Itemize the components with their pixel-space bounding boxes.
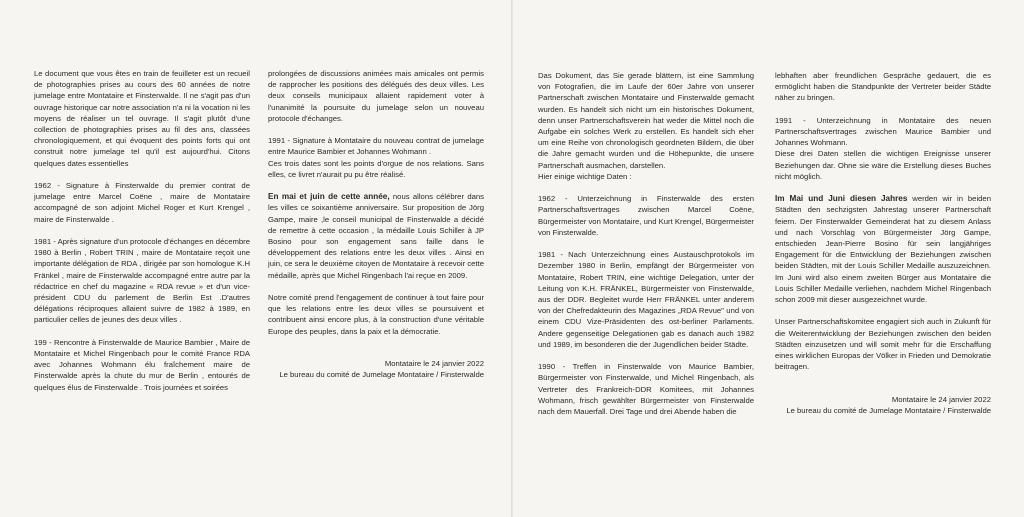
french-column-2 — [268, 68, 484, 380]
committee-paragraph: Unser Partnerschaftskomitee engagiert sich auch in Zukunft für die Weiterentwicklung der Beziehungen zwischen den beiden Städten einzusetzen und will somit mehr für die Erschaffung eines wirklichen Europas der Völker in Frieden und Demokratie beitragen. — [775, 317, 991, 372]
entry-1962: 1962 - Signature à Finsterwalde du premier contrat de jumelage entre Marcel Coëne , maire de Montataire accompagné de son adjoint Michel Roger et Kurt Krengel , maire de Finsterwalde . — [34, 181, 250, 224]
continuation-paragraph: prolongées de discussions animées mais amicales ont permis de rapprocher les positions des délégués des deux villes. Les deux conseils municipaux allaient rapidement voter à l'unanimité la poursuite du jumelage selon un nouveau protocole d'échanges. — [268, 69, 484, 123]
entry-1990: 1990 - Treffen in Finsterwalde von Maurice Bambier, Bürgermeister von Finsterwalde, und Michel Ringenbach, als Vertreter des Frankreich-DDR Komitees, mit Johannes Wohmann, frisch gewählter Bürgermeister von Finsterwalde nach dem Mauerfall. Drei Tage und drei Abende haben die — [538, 362, 754, 417]
entry-1991: 1991 - Unterzeichnung in Montataire des neuen Partnerschaftsvertrages zwischen Maurice Bambier und Johannes Wohmann. — [775, 115, 991, 148]
anniversary-lead: Im Mai und Juni diesen Jahres — [775, 194, 908, 204]
german-column-1 — [538, 70, 754, 417]
intro-paragraph: Le document que vous êtes en train de feuilleter est un recueil de photographies prises au cours des 60 années de notre jumelage entre Montataire et Finsterwalde. Il ne s'agit pas d'un ouvrage historique car notre association n'a ni la vocation ni les moyens de réaliser un tel ouvrage. Il s'agit plutôt d'une collection de photographies prises au fil des ans, classées chronologiquement, et qui évoquent des points forts qui ont construit notre jumelage tel qu'il est aujourd'hui. Citons quelques dates essentielles — [34, 69, 250, 168]
signature-bureau: Le bureau du comité de Jumelage Montataire / Finsterwalde — [279, 370, 484, 380]
continuation-paragraph: lebhaften aber freundlichen Gespräche gedauert, die es ermöglicht haben die Standpunkte der Vertreter beider Städte näher zu bringen. — [775, 71, 991, 103]
anniversary-text: nous allons célébrer dans les villes ce soixantième anniversaire. Sur proposition de Jörg Gampe, maire ,le conseil municipal de Finsterwalde a décidé de remettre à cette occasion , la médaille Louis Schiller à JP Bosino pour son engagement sans faille dans le développement des relations entre les deux villes . Ainsi en juin, ce sera le deuxième citoyen de Montataire à recevoir cette médaille, après que Michel Ringenbach l'ai reçue en 2009. — [268, 192, 484, 280]
dates-paragraph: Diese drei Daten stellen die wichtigen Ereignisse unserer Beziehungen dar. Ohne sie wäre die Erstellung dieses Buches nicht möglich. — [775, 149, 991, 181]
entry-1991: 1991 - Signature à Montataire du nouveau contrat de jumelage entre Maurice Bambier et Johannes Wohmann . — [268, 136, 484, 157]
anniversary-paragraph — [775, 193, 991, 305]
german-column-2 — [775, 70, 991, 416]
french-column-1 — [34, 68, 250, 393]
signature-date: Montataire le 24 janvier 2022 — [384, 359, 484, 369]
signature-date: Montataire le 24 janvier 2022 — [891, 394, 991, 404]
entry-199: 199 - Rencontre à Finsterwalde de Maurice Bambier , Maire de Montataire et Michel Ringenbach pour le comité France RDA avec Johannes Wohmann élu fraîchement maire de Finsterwalde après la chute du mur de Berlin , entourés de quelques élus de Finsterwalde . Trois journées et soirées — [34, 337, 250, 392]
anniversary-text: werden wir in beiden Städten den sechzigsten Jahrestag unserer Partnerschaft feiern. Der Finsterwalder Gemeinderat hat zu diesem Anlass und nach Vorschlag von Bürgermeister Jörg Gampe, entschieden Jean-Pierre Bosino für sein langjähriges Engagement für die Entwicklung der Beziehungen zwischen beiden Städten, mit der Louis Schiller Medaille auszuzeichnen. Im Juni wird also einem zweiten Bürger aus Montataire die Louis Schiller Medaille verliehen, nachdem Michel Ringenbach schon 2009 mit dieser ausgezeichnet wurde. — [775, 194, 991, 305]
intro-paragraph: Das Dokument, das Sie gerade blättern, ist eine Sammlung von Fotografien, die im Laufe der 60er Jahre von unserer Partnerschaft zwischen Montataire und Finsterwalde gemacht wurden. Es handelt sich nicht um ein historisches Dokument, denn unser Partnerschaftsverein hat weder die Mittel noch die Aufgabe ein solches Werk zu erstellen. Es handelt sich eher um eine Reihe von chronologisch geordneten Bildern, die über die Jahre gemacht wurden und die Höhepunkte, die unsere Partnerschaft ausmachen, darstellen. — [538, 71, 754, 170]
dates-paragraph: Ces trois dates sont les points d'orgue de nos relations. Sans elles, ce livret n'aurait pu pu être réalisé. — [268, 158, 484, 179]
right-page-german — [513, 0, 1024, 517]
signature-bureau: Le bureau du comité de Jumelage Montataire / Finsterwalde — [786, 405, 991, 415]
anniversary-lead: En mai et juin de cette année, — [268, 192, 390, 202]
entry-1962: 1962 - Unterzeichnung in Finsterwalde des ersten Partnerschaftsvertrages zwischen Marcel Coëne, Bürgermeister von Montataire, und Kurt Krengel, Bürgermeister von Finsterwalde. — [538, 194, 754, 237]
left-page-french — [0, 0, 511, 517]
committee-paragraph: Notre comité prend l'engagement de continuer à tout faire pour que les relations entre les deux villes se poursuivent et contribuent ainsi encore plus, à la construction d'une véritable Europe des peuples, dans la paix et la démocratie. — [268, 293, 484, 336]
key-dates-line: Hier einige wichtige Daten : — [538, 171, 632, 181]
entry-1981: 1981 - Nach Unterzeichnung eines Austauschprotokols im Dezember 1980 in Berlin, empfängt der Bürgermeister von Montataire, Robert TRIN, eine wichtige Delegation, unter der Leitung von K.H. FRÄNKEL, Bürgermeister von Finsterwalde, aus der DDR. Begleitet wurde Herr FRÄNKEL unter anderem von der Chefredakteurin des Magazines „RDA Revue" und von einem CDU Vize-Präsidenten des ost-berliner Parlaments. Andere gegenseitige Delegationen gab es danach auch 1982 und 1989, im besonderen die der Jugendlichen beider Städte. — [538, 250, 754, 349]
entry-1981: 1981 - Après signature d'un protocole d'échanges en décembre 1980 à Berlin , Robert TRIN , maire de Montataire reçoit une importante délégation de RDA , dirigée par son homologue K.H Fränkel , maire de Finsterwalde accompagné entre autre par la rédactrice en chef du magazine « RDA revue » et d'un vice-président CDU du parlement de Berlin Est .D'autres délégations réciproques allaient suivre de 1982 à 1989, en particulier celles de jeunes des deux villes . — [34, 237, 250, 325]
anniversary-paragraph — [268, 191, 484, 281]
